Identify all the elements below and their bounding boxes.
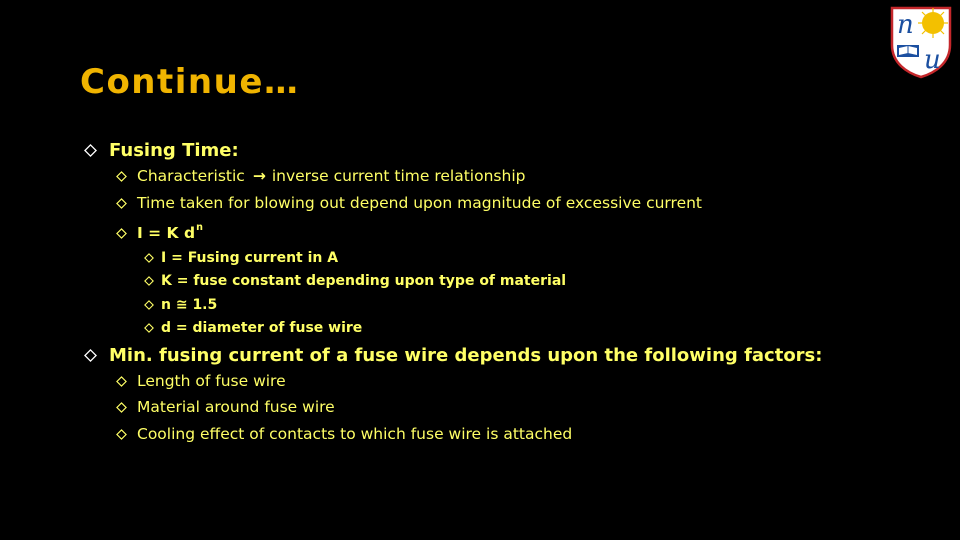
sub-list-item — [144, 272, 566, 290]
list-item — [116, 193, 702, 213]
section-heading: Min. fusing current of a fuse wire depends upon the following factors: — [109, 344, 823, 366]
diamond-bullet-icon — [116, 376, 127, 387]
sub-item-text: K = fuse constant depending upon type of material — [161, 273, 567, 289]
formula-item — [116, 223, 203, 243]
bullet-min-fusing-current — [84, 343, 822, 367]
diamond-bullet-icon — [116, 429, 127, 440]
diamond-bullet-icon — [144, 276, 154, 286]
svg-text:n: n — [897, 10, 914, 40]
characteristic-value: inverse current time relationship — [271, 167, 526, 185]
formula-base: I = K d — [137, 224, 196, 242]
sub-list-item — [144, 296, 217, 314]
sub-list-item — [144, 249, 338, 267]
slide-title: Continue… — [80, 62, 300, 102]
right-arrow-icon: → — [252, 167, 266, 185]
list-item-text: Cooling effect of contacts to which fuse wire is attached — [137, 425, 573, 443]
sub-list-item — [144, 319, 362, 337]
diamond-bullet-icon — [116, 402, 127, 413]
diamond-bullet-icon — [144, 253, 154, 263]
list-item — [116, 424, 572, 444]
university-logo — [889, 5, 953, 79]
diamond-bullet-icon — [116, 198, 127, 209]
section-heading: Fusing Time: — [109, 139, 239, 161]
diamond-bullet-icon — [84, 349, 97, 362]
sub-item-text: d = diameter of fuse wire — [161, 320, 363, 336]
svg-text:u: u — [924, 45, 941, 75]
diamond-bullet-icon — [144, 300, 154, 310]
sub-item-text: n ≅ 1.5 — [161, 297, 218, 313]
formula-exponent: n — [196, 222, 203, 233]
bullet-fusing-time — [84, 138, 239, 162]
fusing-formula — [137, 224, 203, 242]
list-item — [116, 371, 286, 391]
sub-item-text: I = Fusing current in A — [161, 250, 339, 266]
list-item-text: Time taken for blowing out depend upon magnitude of excessive current — [137, 194, 703, 212]
diamond-bullet-icon — [84, 144, 97, 157]
list-item — [116, 397, 335, 417]
diamond-bullet-icon — [116, 228, 127, 239]
list-item-text: Length of fuse wire — [137, 372, 286, 390]
diamond-bullet-icon — [144, 323, 154, 333]
characteristic-label: Characteristic — [137, 167, 245, 185]
list-item — [116, 166, 525, 186]
diamond-bullet-icon — [116, 171, 127, 182]
list-item-text: Material around fuse wire — [137, 398, 335, 416]
